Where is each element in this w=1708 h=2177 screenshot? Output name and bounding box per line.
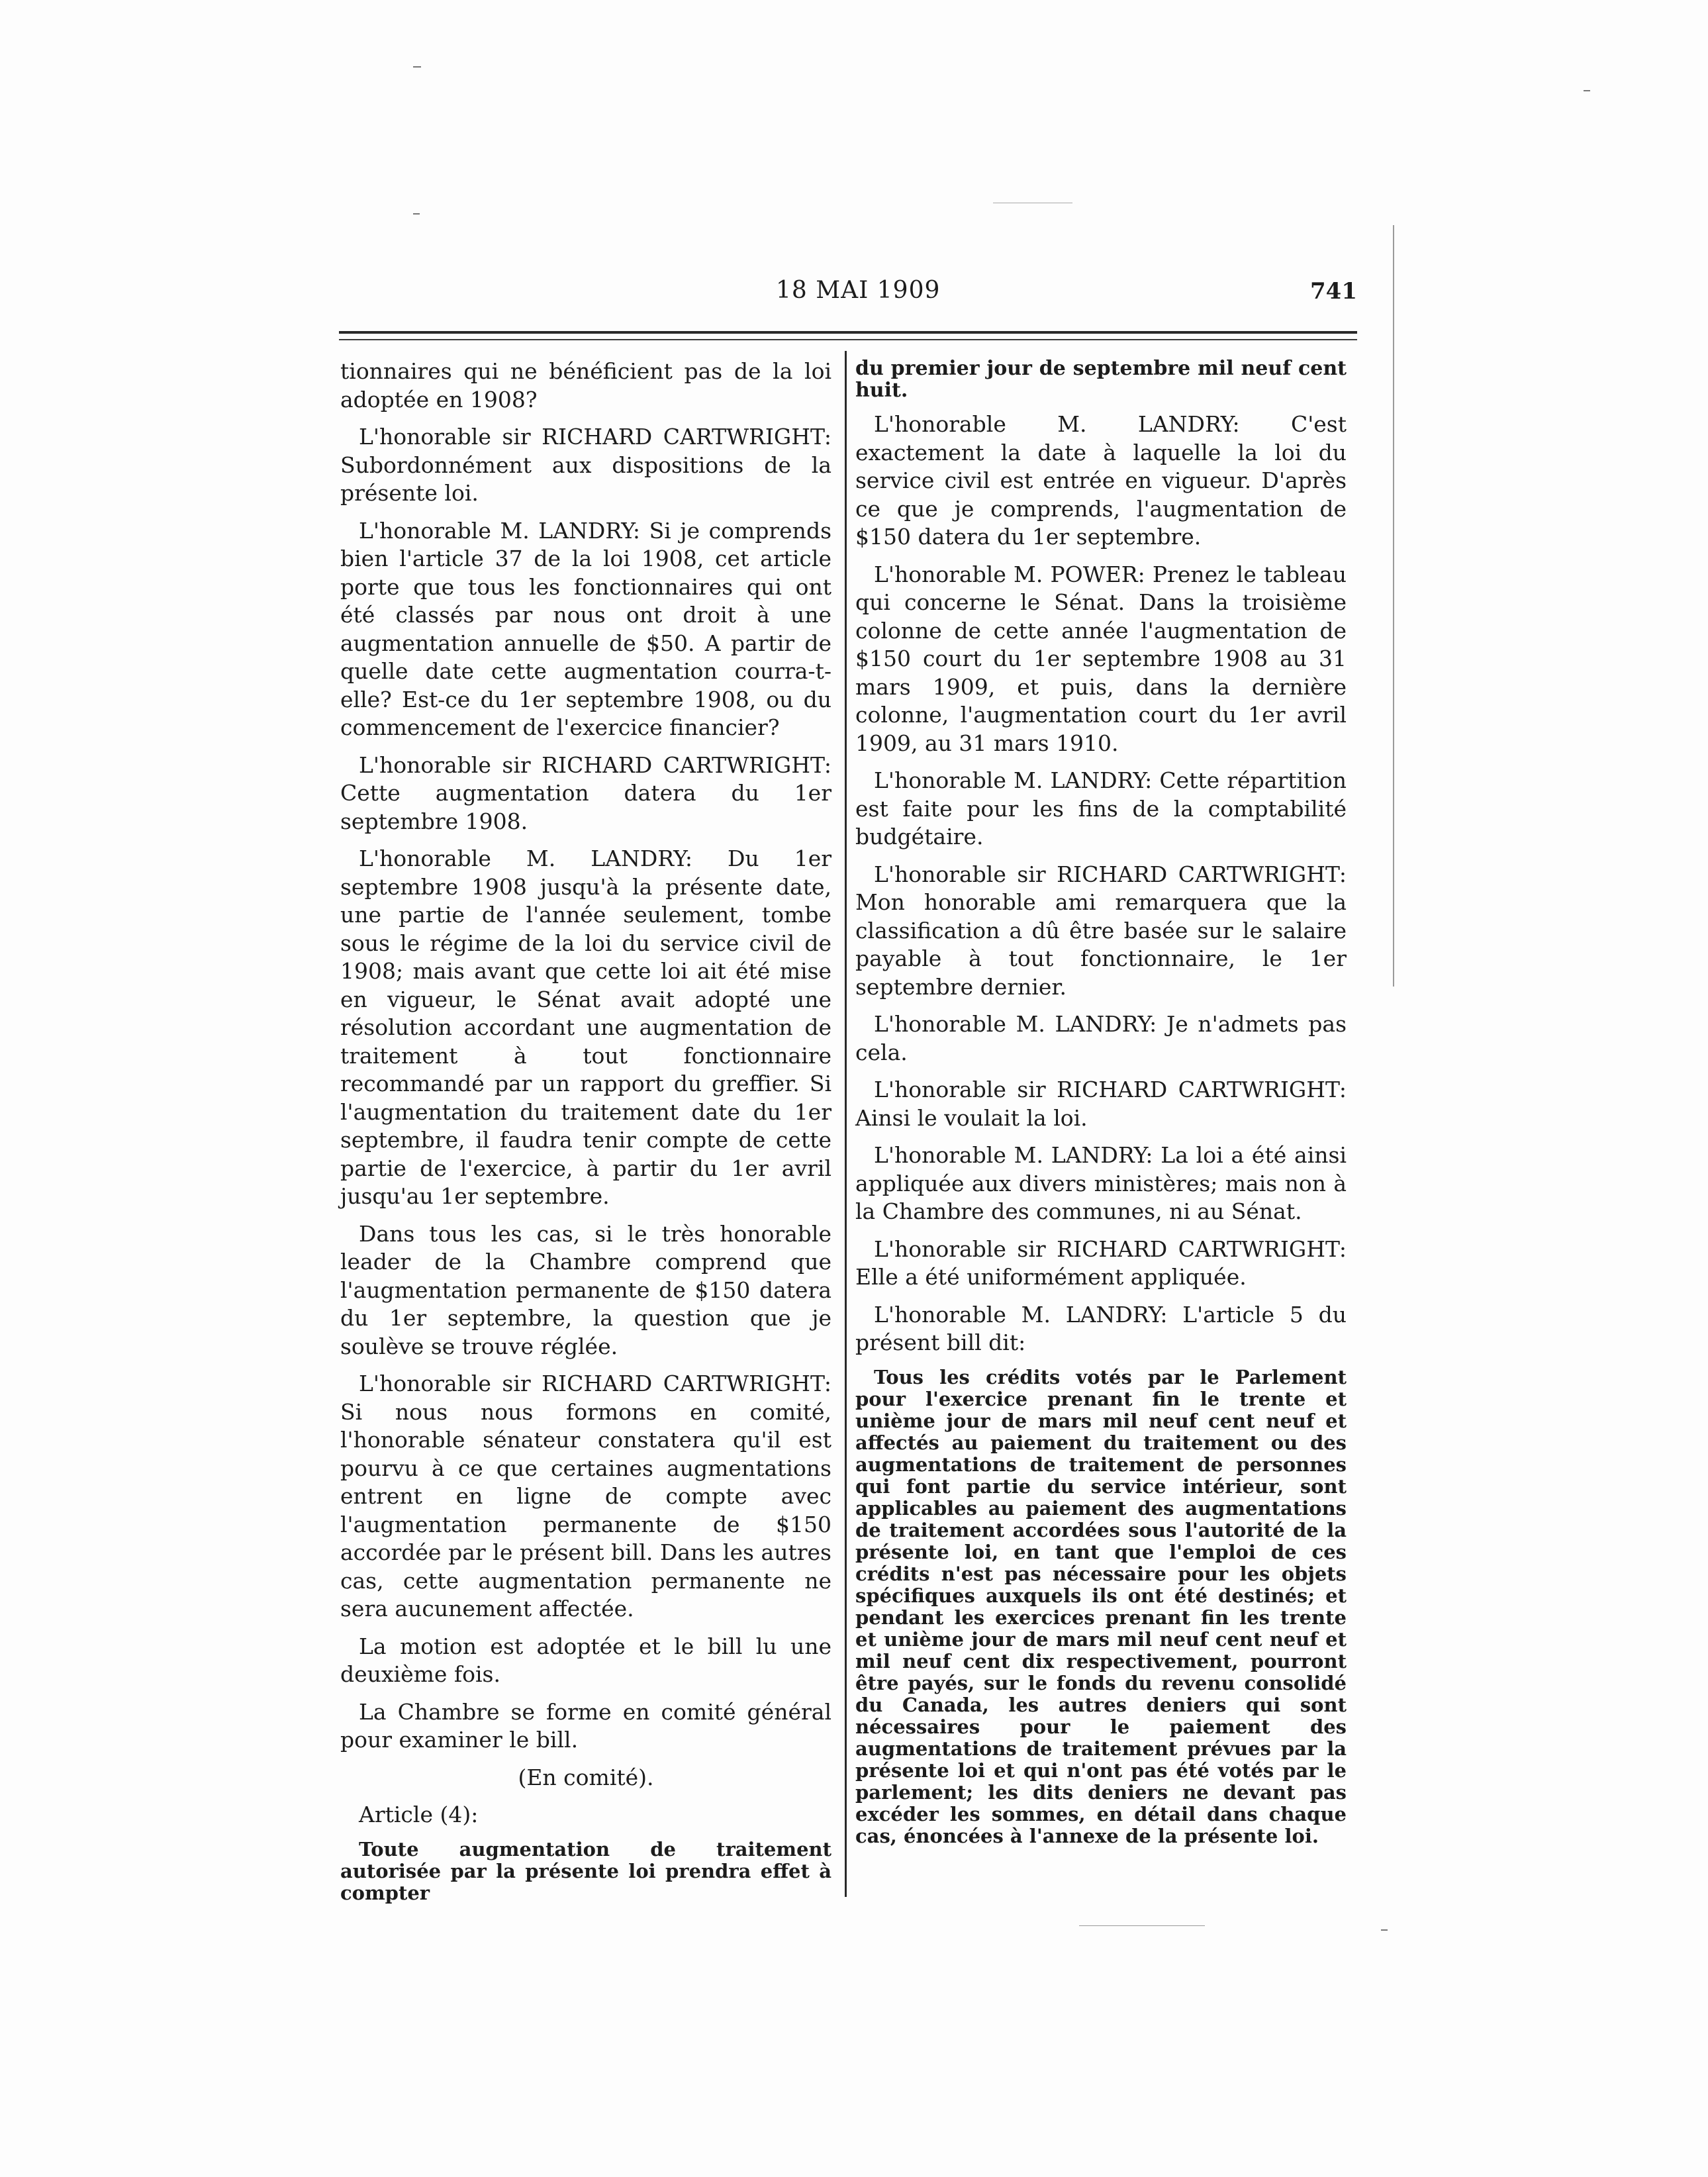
right-paragraph: L'honorable M. LANDRY: L'article 5 du présent bill dit: [855, 1301, 1347, 1355]
page-header [339, 277, 1357, 316]
right-paragraph: L'honorable M. LANDRY: Je n'admets pas cela. [855, 1011, 1347, 1065]
left-paragraph: L'honorable M. LANDRY: Si je comprends bien l'article 37 de la loi 1908, cet article porte que tous les fonctionnaires qui ont été classés par nous ont droit à une augmentation annuelle de $50. A partir de quelle date cette augmentation courra-t-elle? Est-ce du 1er septembre 1908, ou du commencement de l'exercice financier? [340, 517, 831, 740]
header-rule [339, 331, 1357, 334]
page-number: 741 [1310, 278, 1357, 305]
right-paragraph: L'honorable M. LANDRY: C'est exactement la date à laquelle la loi du service civil est entrée en vigueur. D'après ce que je comprends, l'augmentation de $150 datera du 1er septembre. [855, 411, 1347, 550]
left-paragraph: L'honorable sir RICHARD CARTWRIGHT: Cette augmentation datera du 1er septembre 1908. [340, 751, 831, 834]
scan-margin-line [1393, 225, 1394, 987]
column-divider [845, 351, 847, 1897]
right-paragraph: L'honorable sir RICHARD CARTWRIGHT: Ainsi le voulait la loi. [855, 1077, 1347, 1131]
right-paragraph: L'honorable sir RICHARD CARTWRIGHT: Mon honorable ami remarquera que la classification a dû être basée sur le salaire payable à tout fonctionnaire, le 1er septembre dernier. [855, 861, 1347, 1000]
left-column [340, 358, 831, 1904]
page-date: 18 MAI 1909 [776, 277, 941, 304]
right-column [855, 358, 1347, 1847]
quoted-article-5-text: Tous les crédits votés par le Parlement pour l'exercice prenant fin le trente et unième jour de mars mil neuf cent neuf et affectés au paiement du traitement ou des augmentations de traitement de personnes qui font partie du service intérieur, sont applicables au paiement des augmentations de traitement accordées sous l'autorité de la présente loi, en tant que l'emploi de ces crédits n'est pas nécessaire pour les objets spécifiques auxquels ils ont été destinés; et pendant les exercices prenant fin les trente et unième jour de mars mil neuf cent neuf et mil neuf cent dix respectivement, pourront être payés, sur le fonds du revenu consolidé du Canada, les autres deniers qui sont nécessaires pour le paiement des augmentations de traitement prévues par la présente loi et qui n'ont pas été votés par le parlement; les dits deniers ne devant pas excéder les sommes, en détail dans chaque cas, énoncées à l'annexe de la présente loi. [855, 1365, 1347, 1847]
left-paragraph: La motion est adoptée et le bill lu une deuxième fois. [340, 1633, 831, 1687]
right-paragraph: L'honorable M. POWER: Prenez le tableau qui concerne le Sénat. Dans la troisième colonne de cette année l'augmentation de $150 court du 1er septembre 1908 au 31 mars 1909, et puis, dans la dernière colonne, l'augmentation court du 1er avril 1909, au 31 mars 1910. [855, 561, 1347, 756]
left-paragraph: L'honorable sir RICHARD CARTWRIGHT: Subordonnément aux dispositions de la présente loi. [340, 424, 831, 506]
left-paragraph: L'honorable M. LANDRY: Du 1er septembre 1908 jusqu'à la présente date, une partie de l'année seulement, tombe sous le régime de la loi du service civil de 1908; mais avant que cette loi ait été mise en vigueur, le Sénat avait adopté une résolution accordant une augmentation de traitement à tout fonctionnaire recommandé par un rapport du greffier. Si l'augmentation du traitement date du 1er septembre, il faudra tenir compte de cette partie de l'exercice, à partir du 1er avril jusqu'au 1er septembre. [340, 846, 831, 1209]
committee-heading: (En comité). [518, 1764, 654, 1790]
right-paragraph: L'honorable sir RICHARD CARTWRIGHT: Elle a été uniformément appliquée. [855, 1235, 1347, 1290]
scan-speck [1381, 1929, 1388, 1931]
scan-speck [413, 66, 421, 68]
article-heading: Article (4): [359, 1802, 479, 1827]
right-paragraph: L'honorable M. LANDRY: Cette répartition est faite pour les fins de la comptabilité budgétaire. [855, 767, 1347, 849]
left-paragraph: Dans tous les cas, si le très honorable leader de la Chambre comprend que l'augmentation permanente de $150 datera du 1er septembre, la question que je soulève se trouve réglée. [340, 1220, 831, 1359]
quoted-article-continuation: du premier jour de septembre mil neuf cent huit. [855, 357, 1347, 402]
scan-speck [413, 213, 420, 215]
right-paragraph: L'honorable M. LANDRY: La loi a été ainsi appliquée aux divers ministères; mais non à la Chambre des communes, ni au Sénat. [855, 1142, 1347, 1224]
left-paragraph: tionnaires qui ne bénéficient pas de la loi adoptée en 1908? [340, 358, 831, 412]
left-paragraph: La Chambre se forme en comité général pour examiner le bill. [340, 1698, 831, 1753]
header-rule-secondary [339, 339, 1357, 340]
scan-speck [1584, 90, 1590, 91]
left-paragraph: L'honorable sir RICHARD CARTWRIGHT: Si nous nous formons en comité, l'honorable sénateur constatera qu'il est pourvu à ce que certaines augmentations entrent en ligne de compte avec l'augmentation permanente de $150 accordée par le présent bill. Dans les autres cas, cette augmentation permanente ne sera aucunement affectée. [340, 1371, 831, 1621]
scan-speck [1079, 1925, 1205, 1926]
quoted-article-text: Toute augmentation de traitement autorisée par la présente loi prendra effet à compter [340, 1837, 831, 1904]
